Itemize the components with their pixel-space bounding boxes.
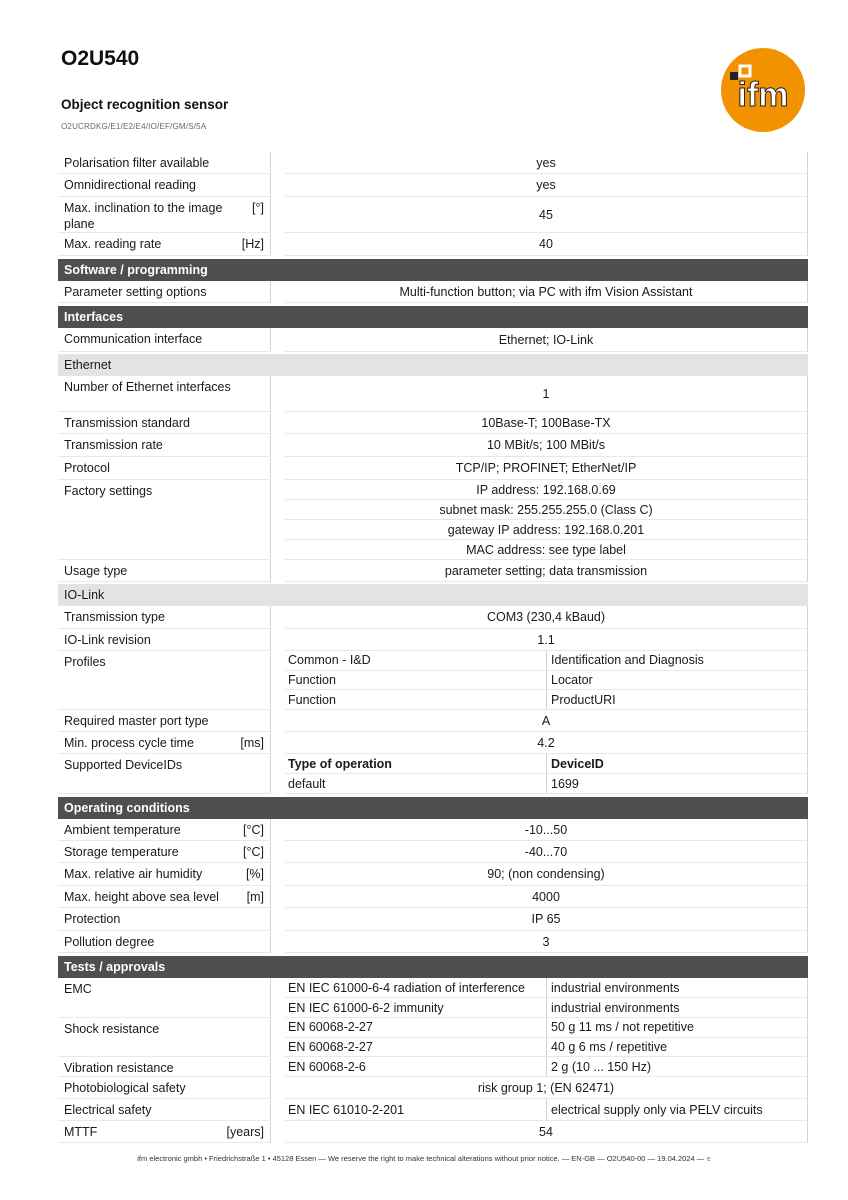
row-value: yes	[285, 174, 808, 197]
row-value: -10...50	[285, 819, 808, 841]
row-value: 10Base-T; 100Base-TX	[285, 412, 808, 434]
table-row	[58, 732, 808, 754]
emc-row: EN IEC 61000-6-4 radiation of interference industrial environments	[285, 978, 808, 998]
row-label: Vibration resistance	[64, 1061, 174, 1075]
row-label: Profiles	[64, 655, 106, 669]
table-row	[58, 152, 808, 174]
table-row	[58, 606, 808, 629]
row-label: Communication interface	[64, 332, 203, 346]
row-value: subnet mask: 255.255.255.0 (Class C)	[285, 500, 808, 520]
table-row	[58, 710, 808, 732]
footer-text: ifm electronic gmbh • Friedrichstraße 1 • 45128 Essen — We reserve the right to make technical alterations without prior notice. — EN-GB — O2U540-00 — 19.04.2024 —	[137, 1154, 705, 1163]
table-row	[58, 908, 808, 931]
row-unit: [ms]	[240, 736, 264, 750]
table-row	[58, 1057, 808, 1077]
table-row	[58, 560, 808, 582]
elec-row: EN IEC 61010-2-201 electrical supply only via PELV circuits	[285, 1099, 808, 1121]
table-row	[58, 863, 808, 886]
subsection-ethernet: Ethernet	[58, 354, 808, 376]
vibration-row: EN 60068-2-6 2 g (10 ... 150 Hz)	[285, 1057, 808, 1077]
section-header-software: Software / programming	[58, 259, 808, 281]
row-label: IO-Link revision	[64, 633, 151, 647]
profile-row: Function Locator	[285, 671, 808, 691]
table-row	[58, 434, 808, 457]
row-unit: [%]	[245, 867, 264, 881]
table-row	[58, 978, 808, 1018]
table-row	[58, 174, 808, 197]
row-value: 3	[285, 931, 808, 953]
row-value: 40	[285, 233, 808, 256]
row-value: risk group 1; (EN 62471)	[285, 1077, 808, 1099]
shock-row: EN 60068-2-27 40 g 6 ms / repetitive	[285, 1038, 808, 1058]
table-row	[58, 412, 808, 434]
row-value: -40...70	[285, 841, 808, 863]
row-value: 1	[285, 376, 808, 412]
section-header-tests: Tests / approvals	[58, 956, 808, 978]
row-label: Polarisation filter available	[64, 156, 210, 170]
row-label: Shock resistance	[64, 1022, 160, 1036]
table-row	[58, 281, 808, 303]
row-label: Max. inclination to the image plane	[64, 201, 223, 231]
row-value: 4.2	[285, 732, 808, 754]
row-value: 1.1	[285, 629, 808, 651]
profile-row: Common - I&D Identification and Diagnosis	[285, 651, 808, 671]
row-unit: [Hz]	[241, 237, 264, 251]
row-unit: [°]	[252, 201, 264, 215]
table-row	[58, 1121, 808, 1143]
row-unit: [°C]	[243, 845, 264, 859]
table-row	[58, 233, 808, 256]
table-row	[58, 457, 808, 480]
table-row	[58, 1077, 808, 1099]
row-label: Required master port type	[64, 714, 209, 728]
product-title: O2U540	[61, 47, 140, 70]
emc-row: EN IEC 61000-6-2 immunity industrial environments	[285, 998, 808, 1018]
row-value: 90; (non condensing)	[285, 863, 808, 886]
product-code: O2UCRDKG/E1/E2/E4/IO/EF/GM/S/5A	[61, 122, 207, 131]
table-row	[58, 1099, 808, 1121]
row-value: gateway IP address: 192.168.0.201	[285, 520, 808, 540]
row-value: Multi-function button; via PC with ifm Vision Assistant	[285, 281, 808, 303]
table-row	[58, 886, 808, 908]
row-label: Supported DeviceIDs	[64, 758, 183, 772]
row-label: Protocol	[64, 461, 110, 475]
row-label: Min. process cycle time	[64, 736, 194, 750]
section-header-interfaces: Interfaces	[58, 306, 808, 328]
row-label: Parameter setting options	[64, 285, 207, 299]
row-label: Storage temperature	[64, 845, 179, 859]
table-row	[58, 841, 808, 863]
datasheet	[58, 152, 808, 1143]
table-row	[58, 480, 808, 560]
table-row	[58, 754, 808, 794]
table-row	[58, 1018, 808, 1057]
section-header-operating: Operating conditions	[58, 797, 808, 819]
row-value: COM3 (230,4 kBaud)	[285, 606, 808, 629]
row-label: Usage type	[64, 564, 128, 578]
row-label: Factory settings	[64, 484, 153, 498]
row-label: Photobiological safety	[64, 1081, 186, 1095]
table-row	[58, 819, 808, 841]
row-value: Ethernet; IO-Link	[285, 328, 808, 352]
row-label: Electrical safety	[64, 1103, 152, 1117]
row-label: EMC	[64, 982, 92, 996]
row-label: Pollution degree	[64, 935, 155, 949]
shock-row: EN 60068-2-27 50 g 11 ms / not repetitive	[285, 1018, 808, 1038]
row-value: 54	[285, 1121, 808, 1143]
table-row	[58, 931, 808, 953]
row-value: 45	[285, 197, 808, 233]
row-value: IP address: 192.168.0.69	[285, 480, 808, 500]
signature-mark-icon: ⩳	[706, 1154, 711, 1163]
product-subtitle: Object recognition sensor	[61, 97, 229, 112]
row-label: Transmission type	[64, 610, 165, 624]
table-row	[58, 328, 808, 352]
svg-text:ifm: ifm	[737, 76, 789, 114]
subsection-iolink: IO-Link	[58, 584, 808, 606]
row-label: Protection	[64, 912, 121, 926]
row-unit: [°C]	[243, 823, 264, 837]
page-footer	[0, 1154, 848, 1164]
row-label: MTTF	[64, 1125, 98, 1139]
row-value: A	[285, 710, 808, 732]
row-value: yes	[285, 152, 808, 174]
profile-row: Function ProductURI	[285, 690, 808, 710]
row-label: Transmission standard	[64, 416, 190, 430]
row-value: IP 65	[285, 908, 808, 931]
table-row	[58, 651, 808, 710]
table-row	[58, 376, 808, 412]
row-label: Max. reading rate	[64, 237, 162, 251]
row-value: TCP/IP; PROFINET; EtherNet/IP	[285, 457, 808, 480]
row-label: Omnidirectional reading	[64, 178, 197, 192]
row-value: parameter setting; data transmission	[285, 560, 808, 582]
deviceid-row: default 1699	[285, 774, 808, 794]
row-value: 4000	[285, 886, 808, 908]
row-value: 10 MBit/s; 100 MBit/s	[285, 434, 808, 457]
table-row	[58, 629, 808, 651]
row-unit: [m]	[246, 890, 264, 904]
row-value: MAC address: see type label	[285, 540, 808, 560]
ifm-logo	[721, 48, 805, 132]
row-label: Ambient temperature	[64, 823, 181, 837]
row-label: Max. height above sea level	[64, 890, 219, 904]
row-unit: [years]	[226, 1125, 264, 1139]
row-label: Transmission rate	[64, 438, 163, 452]
deviceid-header: Type of operation DeviceID	[285, 754, 808, 774]
row-label: Number of Ethernet interfaces	[64, 380, 231, 394]
table-row	[58, 197, 808, 233]
row-label: Max. relative air humidity	[64, 867, 203, 881]
